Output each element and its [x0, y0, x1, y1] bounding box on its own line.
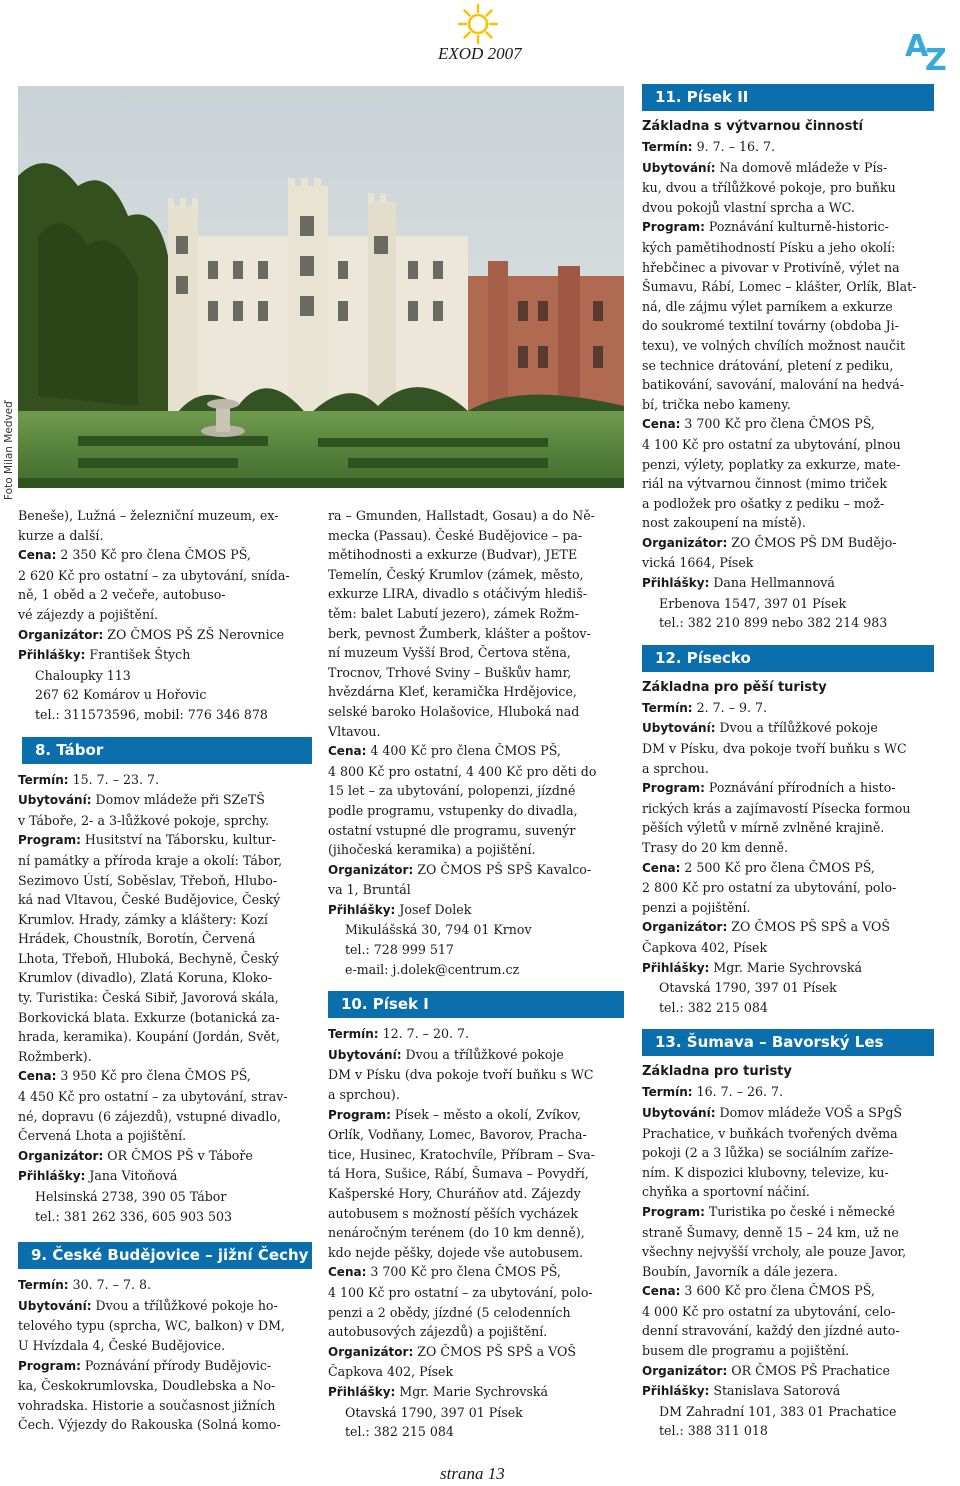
text-line: pokoji (2 a 3 lůžka) se sociálním zaříze- — [642, 1145, 894, 1161]
applications-label: Přihlášky: — [642, 1384, 710, 1399]
applications-label: Přihlášky: — [18, 648, 86, 663]
text-line: vohradska. Historie a současnost jižních — [18, 1397, 276, 1413]
text-line: batikování, savování, malování na hedvá- — [642, 377, 905, 393]
price-line: Cena: 2 350 Kč pro člena ČMOS PŠ, — [18, 547, 251, 563]
program-label: Program: — [18, 833, 81, 848]
text-line: 4 800 Kč pro ostatní, 4 400 Kč pro děti do — [328, 763, 597, 779]
text-line: DM v Písku (dva pokoje tvoří buňku s WC — [328, 1067, 594, 1083]
text-line: Červená Lhota a pojištění. — [18, 1128, 187, 1144]
price-label: Cena: — [642, 1284, 681, 1299]
applications-label: Přihlášky: — [642, 960, 710, 975]
text-line: chyňka a sportovní náčiní. — [642, 1184, 810, 1200]
az-logo-z: Z — [925, 43, 947, 72]
text-line: texu), ve volných chvílích možnost naučit — [642, 337, 906, 353]
address-line: Otavská 1790, 397 01 Písek — [659, 980, 837, 996]
text-line: v Táboře, 2- a 3-lůžkové pokoje, sprchy. — [18, 812, 270, 828]
intro-line: kurze a další. — [18, 527, 104, 543]
text-line: a sprchou). — [328, 1087, 400, 1103]
text-line: DM v Písku, dva pokoje tvoří buňku s WC — [642, 741, 907, 757]
text-line: ku, dvou a třílůžkové pokoje, pro buňku — [642, 180, 896, 196]
term-value: 30. 7. – 7. 8. — [68, 1277, 151, 1293]
text-line: autobusem s možností pěších vycházek — [328, 1205, 578, 1221]
organizer-label: Organizátor: — [642, 535, 728, 550]
phone-line: tel.: 381 262 336, 605 903 503 — [35, 1208, 233, 1224]
price-label: Cena: — [328, 1265, 367, 1280]
text-line: ní muzeum Vyšší Brod, Čertova stěna, — [328, 645, 571, 661]
header-title: EXOD 2007 — [438, 44, 522, 63]
organizer-label: Organizátor: — [328, 862, 414, 877]
organizer-label: Organizátor: — [642, 920, 728, 935]
text-line: ní památky a příroda kraje a okolí: Tábor, — [18, 852, 283, 868]
text-line: a podložek pro ošatky z pediku – mož- — [642, 495, 885, 511]
text-line: penzi a 2 obědy, jízdné (5 celodenních — [328, 1304, 571, 1320]
applications-label: Přihlášky: — [642, 576, 710, 591]
text-line: Borkovická blata. Exkurze (botanická za- — [18, 1009, 280, 1025]
text-line: hrada, keramika). Koupání (Jordán, Svět, — [18, 1029, 280, 1045]
text-line: Temelín, Český Krumlov (zámek, město, — [328, 566, 584, 582]
text-line: 4 100 Kč pro ostatní za ubytování, plnou — [642, 436, 901, 452]
section-heading-11: 11. Písek II — [642, 84, 934, 111]
address-line: Mikulášská 30, 794 01 Krnov — [345, 922, 532, 938]
text-line: se technice drátování, pletení z pediku, — [642, 357, 894, 373]
organizer-line: Organizátor: ZO ČMOS PŠ ZŠ Nerovnice — [18, 626, 285, 642]
text-line: Krumlov (divadlo), Zlatá Koruna, Kloko- — [18, 970, 273, 986]
price-line: ně, 1 oběd a 2 večeře, autobuso- — [18, 587, 226, 603]
text-line: nenáročným terénem (do 10 km denně), — [328, 1225, 585, 1241]
text-line: va 1, Bruntál — [328, 882, 411, 898]
text-line: těm: balet Labutí jezero), zámek Rožm- — [328, 605, 579, 621]
text-line: ra – Gmunden, Hallstadt, Gosau) a do Ně- — [328, 508, 595, 523]
text-line: kdo nejde pěšky, dojede vše autobusem. — [328, 1244, 584, 1260]
price-label: Cena: — [18, 548, 57, 563]
text-line: hřebčinec a pivovar v Protivíně, výlet na — [642, 259, 900, 275]
accommodation-label: Ubytování: — [642, 721, 716, 736]
text-line: straně Šumavy, denně 15 – 24 km, už ne — [642, 1224, 899, 1240]
phone-line: tel.: 382 215 084 — [345, 1424, 454, 1440]
intro-line: Beneše), Lužná – železniční muzeum, ex- — [18, 508, 279, 523]
text-line: hvězdárna Kleť, keramička Hrdějovice, — [328, 684, 577, 700]
organizer-label: Organizátor: — [18, 1148, 104, 1163]
text-line: (jihočeská keramika) a pojištění. — [328, 842, 536, 858]
text-line: Sezimovo Ústí, Soběslav, Třeboň, Hlubo- — [18, 872, 278, 888]
address-line: DM Zahradní 101, 383 01 Prachatice — [659, 1403, 897, 1419]
section-heading-10: 10. Písek I — [328, 991, 624, 1018]
term-label: Termín: — [328, 1027, 379, 1042]
text-line: 4 100 Kč pro ostatní – za ubytování, polo- — [328, 1284, 593, 1300]
term-label: Termín: — [18, 772, 69, 787]
email-line: e-mail: j.dolek@centrum.cz — [345, 961, 520, 977]
applications-label: Přihlášky: — [328, 1384, 396, 1399]
price-label: Cena: — [18, 1069, 57, 1084]
text-line: denní stravování, každý den jízdné auto- — [642, 1323, 900, 1339]
text-line: nost zakoupení na místě). — [642, 515, 806, 531]
text-line: penzi, výlety, poplatky za exkurze, mate- — [642, 456, 901, 472]
text-line: busem dle programu a pojištění. — [642, 1343, 850, 1359]
address-line: Helsinská 2738, 390 05 Tábor — [35, 1189, 227, 1204]
text-line: Trasy do 20 km denně. — [642, 840, 788, 855]
section-heading-8: 8. Tábor — [22, 737, 312, 764]
price-line: vé zájezdy a pojištění. — [18, 606, 159, 622]
term-value: 2. 7. – 9. 7. — [692, 699, 767, 715]
text-line: U Hvízdala 4, České Budějovice. — [18, 1337, 226, 1353]
page-number: strana 13 — [440, 1464, 505, 1483]
text-line: Vltavou. — [328, 723, 381, 739]
column-1: Beneše), Lužná – železniční muzeum, ex- kurze a další. Cena: 2 350 Kč pro člena ČMOS PŠ, 2 620 Kč pro ostatní – za ubytování, snída- ně, 1 oběd a 2 večeře, autobuso- vé zájezdy a pojištění. Organizátor: ZO ČMOS PŠ ZŠ Nerovnice Přihlášky: František Štych Chaloupky 113 267 62 Komárov u Hořovic tel.: 311573596, mobil: 776 346 878 8. Tábor Termín: 15. 7. – 23. 7. Ubytování: Domov mládeže při SZeTŠ v Táboře, 2- a 3-lůžkové pokoje, sprchy. Program: Husitství na Táborsku, kultur- ní památky a příroda kraje a okolí: Tábor, Sezimovo Ústí, Soběslav, Třeboň, Hlubo- ká nad Vltavou, České Budějovice, Český Krumlov. Hrady, zámky a kláštery: Kozí Hrádek, Choustník, Borotín, Červená Lhota, Třeboň, Hluboká, Bechyně, Český Krumlov (divadlo), Zlatá Koruna, Kloko- ty. Turistika: Česká Sibiř, Javorová skála, Borkovická blata. Exkurze (botanická za- hrada, keramika). Koupání (Jordán, Svět, Rožmberk). Cena: 3 950 Kč pro člena ČMOS PŠ, 4 450 Kč pro ostatní – za ubytování, strav- né, dopravu (6 zájezdů), vstupné divadlo, Červená Lhota a pojištění. Organizátor: OR ČMOS PŠ v Táboře Přihlášky: Jana Vitoňová Helsinská 2738, 390 05 Tábor tel.: 381 262 336, 605 903 503 9. České Budějovice – jižní Čechy Termín: 30. 7. – 7. 8. Ubytování: Dvou a třílůžkové pokoje ho- telového typu (sprcha, WC, balkon) v DM, U Hvízdala 4, České Budějovice. Program: Poznávání přírody Budějovic- ka, Českokrumlovska, Doudlebska a No- vohradska. Historie a současnost jižních Čech. Výjezdy do Rakouska (Solná komo- — [18, 506, 312, 1435]
text-line: Kašperské Hory, Churáňov atd. Zájezdy — [328, 1186, 581, 1201]
text-line: Krumlov. Hrady, zámky a kláštery: Kozí — [18, 911, 268, 927]
organizer-label: Organizátor: — [328, 1344, 414, 1359]
text-line: Trocnov, Trhové Sviny – Buškův hamr, — [328, 664, 572, 680]
text-line: Prachatice, v buňkách tvořených dvěma — [642, 1125, 898, 1141]
price-label: Cena: — [328, 744, 367, 759]
organizer-label: Organizátor: — [18, 627, 104, 642]
text-line: ká nad Vltavou, České Budějovice, Český — [18, 892, 281, 908]
applications-label: Přihlášky: — [18, 1169, 86, 1184]
text-line: berk, pevnost Žumberk, klášter a poštov- — [328, 625, 591, 641]
section-heading-13: 13. Šumava – Bavorský Les — [642, 1029, 934, 1056]
text-line: Boubín, Javorník a dále jezera. — [642, 1263, 838, 1279]
address-line: Chaloupky 113 — [35, 667, 131, 683]
term-value: 15. 7. – 23. 7. — [68, 771, 160, 787]
text-line: exkurze LIRA, divadlo s otáčivým hlediš- — [328, 586, 587, 602]
text-line: ná, dle zájmu výlet parníkem a exkurze — [642, 298, 893, 314]
text-line: 4 000 Kč pro ostatní za ubytování, celo- — [642, 1303, 896, 1319]
text-line: rických krás a zajímavostí Písecka formou — [642, 800, 911, 816]
applications-label: Přihlášky: — [328, 902, 396, 917]
photo-credit-text: Foto Milan Medveď — [3, 401, 15, 500]
term-value: 9. 7. – 16. 7. — [692, 139, 775, 154]
sun-logo-icon — [456, 2, 500, 46]
term-label: Termín: — [642, 1085, 693, 1100]
program-label: Program: — [642, 1204, 705, 1219]
text-line: Orlík, Vodňany, Lomec, Bavorov, Pracha- — [328, 1127, 587, 1143]
text-line: Šumavu, Rábí, Lomec – klášter, Orlík, Blat- — [642, 279, 917, 295]
phone-line: tel.: 388 311 018 — [659, 1423, 768, 1439]
accommodation-label: Ubytování: — [18, 1298, 92, 1313]
section-heading-12: 12. Písecko — [642, 645, 934, 672]
section-subtitle: Základna pro turisty — [642, 1064, 792, 1080]
text-line: dvou pokojů vlastní sprcha a WC. — [642, 199, 855, 215]
chateau-photo — [18, 86, 624, 488]
address-line: Erbenova 1547, 397 01 Písek — [659, 595, 847, 611]
photo-credit — [2, 290, 18, 500]
text-line: Rožmberk). — [18, 1048, 92, 1064]
text-line: kých pamětihodností Písku a jeho okolí: — [642, 239, 896, 255]
text-line: všechny nejvyšší vrcholy, ale pouze Javor, — [642, 1244, 907, 1260]
text-line: 15 let – za ubytování, polopenzi, jízdné — [328, 783, 576, 799]
az-logo — [903, 26, 959, 72]
text-line: vická 1664, Písek — [642, 555, 754, 571]
text-line: selské baroko Holašovice, Hluboká nad — [328, 703, 580, 719]
column-3: 11. Písek II Základna s výtvarnou činností Termín: 9. 7. – 16. 7. Ubytování: Na domově mládeže v Pís- ku, dvou a třílůžkové pokoje, pro buňku dvou pokojů vlastní sprcha a WC. Program: Poznávání kulturně-historic- kých pamětihodností Písku a jeho okolí: hřebčinec a pivovar v Protivíně, výlet na Šumavu, Rábí, Lomec – klášter, Orlík, Blat- ná, dle zájmu výlet parníkem a exkurze do soukromé textilní továrny (obdoba Ji- texu), ve volných chvílích možnost naučit se technice drátování, pletení z pediku, batikování, savování, malování na hedvá- bí, trička nebo kameny. Cena: 3 700 Kč pro člena ČMOS PŠ, 4 100 Kč pro ostatní za ubytování, plnou penzi, výlety, poplatky za exkurze, mate- riál na výtvarnou činnost (mimo triček a podložek pro ošatky z pediku – mož- nost zakoupení na místě). Organizátor: ZO ČMOS PŠ DM Budějo- vická 1664, Písek Přihlášky: Dana Hellmannová Erbenova 1547, 397 01 Písek tel.: 382 210 899 nebo 382 214 983 12. Písecko Základna pro pěší turisty Termín: 2. 7. – 9. 7. Ubytování: Dvou a třílůžkové pokoje DM v Písku, dva pokoje tvoří buňku s WC a sprchou. Program: Poznávání přírodních a histo- rických krás a zajímavostí Písecka formou pěších výletů v mírně zvlněné krajině. Trasy do 20 km denně. Cena: 2 500 Kč pro člena ČMOS PŠ, 2 800 Kč pro ostatní za ubytování, polo- penzi a pojištění. Organizátor: ZO ČMOS PŠ SPŠ a VOŠ Čapkova 402, Písek Přihlášky: Mgr. Marie Sychrovská Otavská 1790, 397 01 Písek tel.: 382 215 084 13. Šumava – Bavorský Les Základna pro turisty Termín: 16. 7. – 26. 7. Ubytování: Domov mládeže VOŠ a SPgŠ Prachatice, v buňkách tvořených dvěma pokoji (2 a 3 lůžka) se sociálním zaříze- ním. K dispozici klubovny, televize, ku- chyňka a sportovní náčiní. Program: Turistika po české i německé straně Šumavy, denně 15 – 24 km, už ne všechny nejvyšší vrcholy, ale pouze Javor, Boubín, Javorník a dále jezera. Cena: 3 600 Kč pro člena ČMOS PŠ, 4 000 Kč pro ostatní za ubytování, celo- denní stravování, každý den jízdné auto- busem dle programu a pojištění. Organizátor: OR ČMOS PŠ Prachatice Přihlášky: Stanislava Satorová DM Zahradní 101, 383 01 Prachatice tel.: 388 311 018 — [642, 84, 934, 1441]
text-line: tice, Husinec, Kratochvíle, Příbram – Sva- — [328, 1146, 596, 1162]
text-line: Hrádek, Choustník, Borotín, Červená — [18, 931, 256, 947]
text-line: mecka (Passau). České Budějovice – pa- — [328, 527, 583, 543]
organizer-label: Organizátor: — [642, 1363, 728, 1378]
column-2: ra – Gmunden, Hallstadt, Gosau) a do Ně- mecka (Passau). České Budějovice – pa- mětihodnosti a exkurze (Budvar), JETE Temelín, Český Krumlov (zámek, město, exkurze LIRA, divadlo s otáčivým hlediš- těm: balet Labutí jezero), zámek Rožm- berk, pevnost Žumberk, klášter a poštov- ní muzeum Vyšší Brod, Čertova stěna, Trocnov, Trhové Sviny – Buškův hamr, hvězdárna Kleť, keramička Hrdějovice, selské baroko Holašovice, Hluboká nad Vltavou. Cena: 4 400 Kč pro člena ČMOS PŠ, 4 800 Kč pro ostatní, 4 400 Kč pro děti do 15 let – za ubytování, polopenzi, jízdné podle programu, vstupenky do divadla, ostatní vstupné dle programu, suvenýr (jihočeská keramika) a pojištění. Organizátor: ZO ČMOS PŠ SPŠ Kavalco- va 1, Bruntál Přihlášky: Josef Dolek Mikulášská 30, 794 01 Krnov tel.: 728 999 517 e-mail: j.dolek@centrum.cz 10. Písek I Termín: 12. 7. – 20. 7. Ubytování: Dvou a třílůžkové pokoje DM v Písku (dva pokoje tvoří buňku s WC a sprchou). Program: Písek – město a okolí, Zvíkov, Orlík, Vodňany, Lomec, Bavorov, Pracha- tice, Husinec, Kratochvíle, Příbram – Sva- tá Hora, Sušice, Rábí, Šumava – Povydří, Kašperské Hory, Churáňov atd. Zájezdy autobusem s možností pěších vycházek nenáročným terénem (do 10 km denně), kdo nejde pěšky, dojede vše autobusem. Cena: 3 700 Kč pro člena ČMOS PŠ, 4 100 Kč pro ostatní – za ubytování, polo- penzi a 2 obědy, jízdné (5 celodenních autobusových zájezdů) a pojištění. Organizátor: ZO ČMOS PŠ SPŠ a VOŠ Čapkova 402, Písek Přihlášky: Mgr. Marie Sychrovská Otavská 1790, 397 01 Písek tel.: 382 215 084 — [328, 506, 624, 1442]
address-line: 267 62 Komárov u Hořovic — [35, 687, 207, 703]
term-value: 16. 7. – 26. 7. — [692, 1084, 784, 1100]
term-label: Termín: — [642, 700, 693, 715]
text-line: né, dopravu (6 zájezdů), vstupné divadlo, — [18, 1108, 281, 1124]
accommodation-label: Ubytování: — [18, 793, 92, 808]
phone-line: tel.: 311573596, mobil: 776 346 878 — [35, 706, 268, 722]
price-label: Cena: — [642, 417, 681, 432]
term-label: Termín: — [18, 1278, 69, 1293]
applications-line: Přihlášky: František Štych — [18, 647, 191, 663]
program-label: Program: — [642, 220, 705, 235]
address-line: Otavská 1790, 397 01 Písek — [345, 1404, 523, 1420]
text-line: telového typu (sprcha, WC, balkon) v DM, — [18, 1318, 285, 1334]
program-label: Program: — [328, 1107, 391, 1122]
accommodation-label: Ubytování: — [642, 1105, 716, 1120]
phone-line: tel.: 382 215 084 — [659, 999, 768, 1015]
text-line: Čapkova 402, Písek — [328, 1364, 454, 1380]
text-line: Čapkova 402, Písek — [642, 939, 768, 955]
az-logo-a: A — [905, 29, 929, 64]
term-value: 12. 7. – 20. 7. — [378, 1026, 470, 1042]
phone-line: tel.: 382 210 899 nebo 382 214 983 — [659, 615, 888, 631]
term-label: Termín: — [642, 140, 693, 154]
text-line: ty. Turistika: Česká Sibiř, Javorová skála, — [18, 990, 279, 1006]
price-label: Cena: — [642, 860, 681, 875]
text-line: penzi a pojištění. — [642, 899, 751, 915]
accommodation-label: Ubytování: — [642, 160, 716, 175]
phone-line: tel.: 728 999 517 — [345, 942, 454, 958]
text-line: 4 450 Kč pro ostatní – za ubytování, strav- — [18, 1089, 288, 1105]
accommodation-label: Ubytování: — [328, 1047, 402, 1062]
section-heading-9: 9. České Budějovice – jižní Čechy — [18, 1242, 312, 1269]
text-line: a sprchou. — [642, 760, 709, 776]
text-line: mětihodnosti a exkurze (Budvar), JETE — [328, 547, 578, 563]
text-line: riál na výtvarnou činnost (mimo triček — [642, 476, 888, 492]
text-line: Lhota, Třeboň, Hluboká, Bechyně, Český — [18, 950, 280, 966]
text-line: autobusových zájezdů) a pojištění. — [328, 1324, 548, 1340]
text-line: bí, trička nebo kameny. — [642, 396, 791, 412]
section-subtitle: Základna s výtvarnou činností — [642, 119, 863, 134]
text-line: podle programu, vstupenky do divadla, — [328, 802, 578, 818]
text-line: ka, Českokrumlovska, Doudlebska a No- — [18, 1378, 276, 1394]
text-line: Čech. Výjezdy do Rakouska (Solná komo- — [18, 1417, 281, 1433]
text-line: do soukromé textilní továrny (obdoba Ji- — [642, 318, 899, 334]
program-label: Program: — [642, 781, 705, 796]
text-line: 2 800 Kč pro ostatní za ubytování, polo- — [642, 880, 897, 896]
text-line: ním. K dispozici klubovny, televize, ku- — [642, 1164, 889, 1180]
program-label: Program: — [18, 1358, 81, 1373]
price-line: 2 620 Kč pro ostatní – za ubytování, snída- — [18, 567, 290, 583]
text-line: pěších výletů v mírně zvlněné krajině. — [642, 820, 885, 836]
text-line: tá Hora, Sušice, Rábí, Šumava – Povydří, — [328, 1166, 589, 1182]
text-line: ostatní vstupné dle programu, suvenýr — [328, 822, 576, 838]
section-subtitle: Základna pro pěší turisty — [642, 679, 827, 695]
